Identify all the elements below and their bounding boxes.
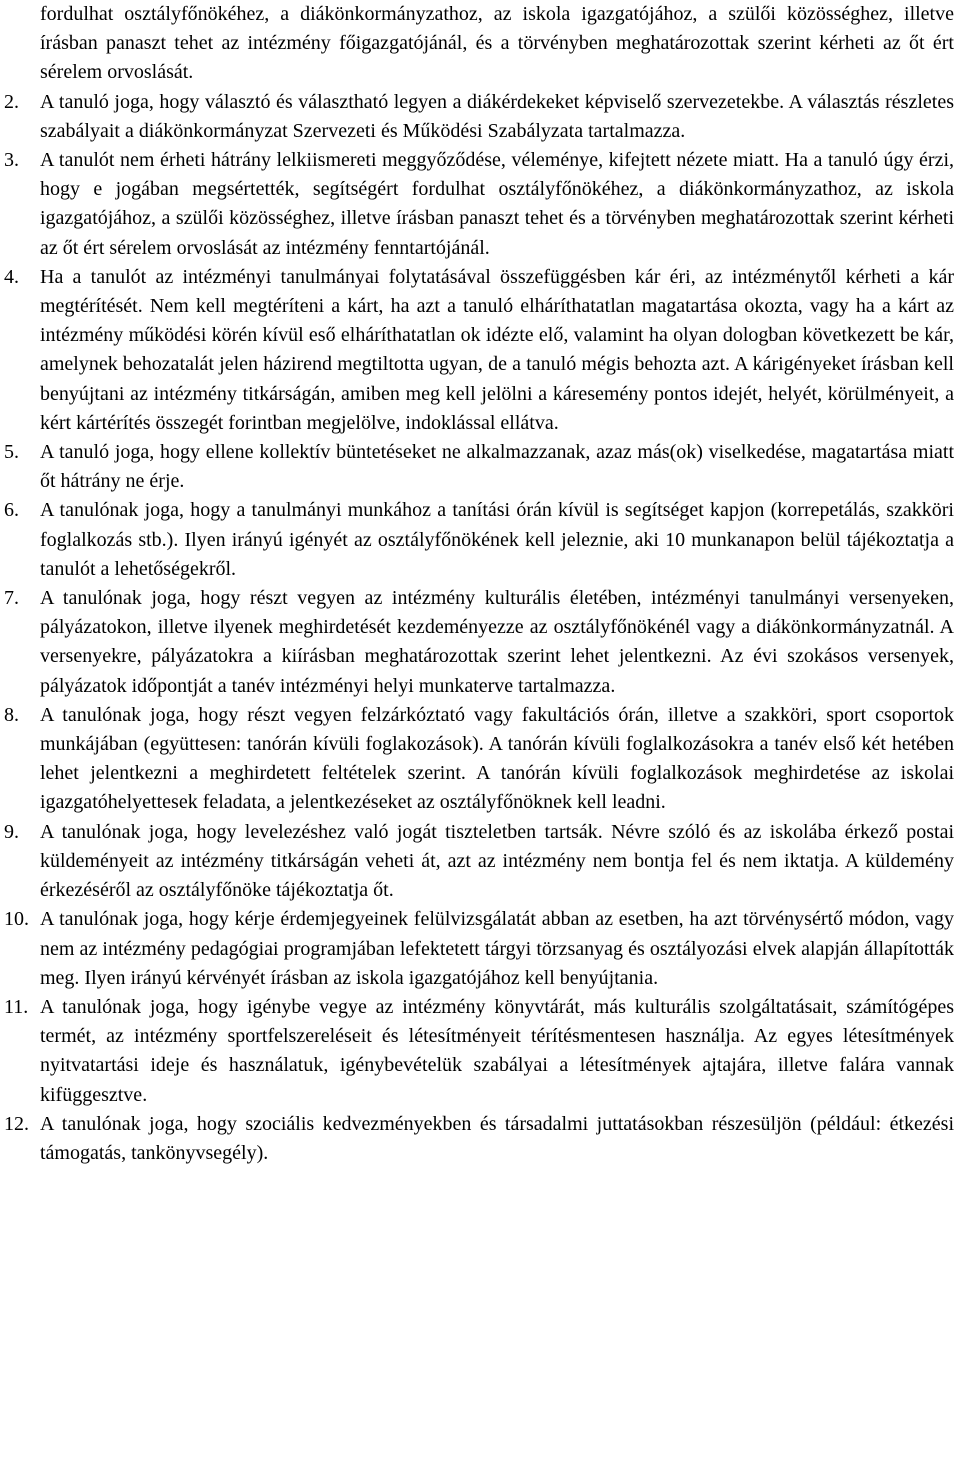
item-number: 10. (4, 908, 29, 931)
item-text: A tanulónak joga, hogy a tanulmányi munkához a tanítási órán kívül is segítséget kapjon (korrepetálás, szakköri foglalkozás stb.). Ilyen irányú igényét az osztályfőnökének kell jeleznie, aki 10 munkanapon belül tájékoztatja a tanulót a lehetőségekről. (40, 499, 954, 580)
item-number: 5. (4, 441, 19, 464)
item-text: A tanuló joga, hogy választó és választható legyen a diákérdekeket képviselő szervezetekbe. A választás részletes szabályait a diákönkormányzat Szervezeti és Működési Szabályzata tartalmazza. (40, 90, 954, 142)
lead-paragraph: fordulhat osztályfőnökéhez, a diákönkormányzathoz, az iskola igazgatójához, a szülői közösséghez, illetve írásban panaszt tehet az intézmény főigazgatójánál, és a törvényben meghatározottak szerint kérheti az őt ért sérelem orvoslását. (40, 3, 954, 84)
item-number: 8. (4, 703, 19, 726)
item-number: 11. (4, 995, 29, 1018)
list-item (4, 263, 954, 438)
list-item (4, 818, 954, 906)
item-text: A tanulónak joga, hogy igénybe vegye az intézmény könyvtárát, más kulturális szolgáltatásait, számítógépes termét, az intézmény sportfelszereléseit és létesítményeit térítésmentesen használja. Az egyes létesítmények nyitvatartási ideje és használatuk, igénybevételük szabályai a létesítmények ajtajára, illetve falára vannak kifüggesztve. (40, 995, 954, 1106)
item-text: A tanulónak joga, hogy kérje érdemjegyeinek felülvizsgálatát abban az esetben, ha azt törvénysértő módon, vagy nem az intézmény pedagógiai programjában lefektetett tárgyi törzsanyag és osztályozási elvek alapján állapították meg. Ilyen irányú kérvényét írásban az iskola igazgatójához kell benyújtania. (40, 908, 954, 989)
item-text: A tanuló joga, hogy ellene kollektív büntetéseket ne alkalmazzanak, azaz más(ok) viselkedése, magatartása miatt őt hátrány ne érje. (40, 441, 954, 493)
item-number: 12. (4, 1112, 29, 1135)
item-text: A tanulónak joga, hogy részt vegyen az intézmény kulturális életében, intézményi tanulmányi versenyeken, pályázatokon, illetve ilyenek meghirdetését kezdeményezze az osztályfőnökénél vagy a diákönkormányzatnál. A versenyekre, pályázatokra a kiírásban meghatározottak szerint lehet jelentkezni. Az évi szokásos versenyek, pályázatok időpontját a tanév intézményi helyi munkaterve tartalmazza. (40, 587, 954, 697)
item-number: 2. (4, 90, 19, 113)
item-text: A tanulót nem érheti hátrány lelkiismereti meggyőződése, véleménye, kifejtett nézete miatt. Ha a tanuló úgy érzi, hogy e jogában megsértették, segítségért fordulhat osztályfőnökéhez, a diákönkormányzathoz, az iskola igazgatójához, a szülői közösséghez, illetve írásban panaszt tehet és a törvényben meghatározottak szerint kérheti az őt ért sérelem orvoslását az intézmény fenntartójánál. (40, 149, 954, 259)
list-item (4, 496, 954, 584)
item-number: 7. (4, 587, 19, 610)
item-number: 4. (4, 265, 19, 288)
list-item (4, 905, 954, 993)
list-item (4, 146, 954, 263)
item-number: 6. (4, 499, 19, 522)
list-item (4, 438, 954, 496)
list-item (4, 1110, 954, 1168)
item-text: A tanulónak joga, hogy szociális kedvezményekben és társadalmi juttatásokban részesüljön (például: étkezési támogatás, tankönyvsegély). (40, 1112, 954, 1164)
list-item (4, 993, 954, 1110)
list-item (4, 701, 954, 818)
item-text: Ha a tanulót az intézményi tanulmányai folytatásával összefüggésben kár éri, az intézménytől kérheti a kár megtérítését. Nem kell megtéríteni a kárt, ha azt a tanuló elháríthatatlan magatartása okozta, vagy ha a kárt az intézmény működési körén kívül eső elháríthatatlan ok idézte elő, valamint ha olyan dologban következett be kár, amelynek behozatalát jelen házirend megtiltotta ugyan, de a tanuló mégis behozta azt. A kárigényeket írásban kell benyújtani az intézmény titkárságán, amiben meg kell jelölni a káresemény pontos idejét, helyét, körülményeit, a kért kártérítés összegét forintban megjelölve, indoklással ellátva. (40, 265, 954, 434)
item-number: 3. (4, 149, 19, 172)
rights-list (4, 88, 954, 1169)
list-item (4, 584, 954, 701)
list-item (4, 88, 954, 146)
item-number: 9. (4, 820, 19, 843)
item-text: A tanulónak joga, hogy levelezéshez való jogát tiszteletben tartsák. Névre szóló és az iskolába érkező postai küldeményeit az intézmény titkárságán veheti át, azt az intézmény nem bontja fel és nem iktatja. A küldemény érkezéséről az osztályfőnöke tájékoztatja őt. (40, 820, 954, 902)
item-text: A tanulónak joga, hogy részt vegyen felzárkóztató vagy fakultációs órán, illetve a szakköri, sport csoportok munkájában (együttesen: tanórán kívüli foglakozások). A tanórán kívüli foglalkozásokra a tanév első két hetében lehet jelentkezni a meghirdetett feltételek szerint. A tanórán kívüli foglalkozások meghirdetése az iskolai igazgatóhelyettesek feladata, a jelentkezéseket az osztályfőnöknek kell leadni. (40, 703, 954, 814)
